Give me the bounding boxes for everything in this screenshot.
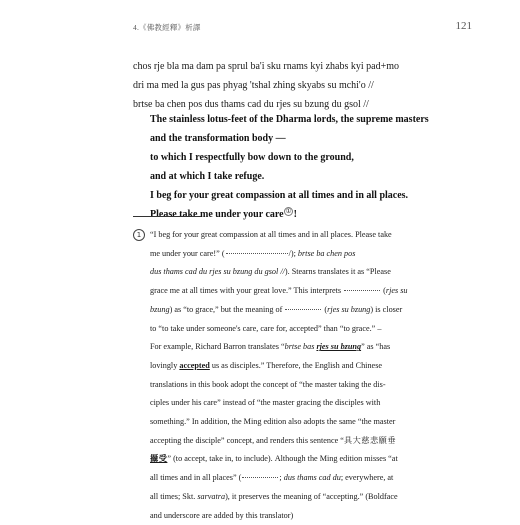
translation-text: Please take me under your care [150,209,284,220]
translation-line [150,205,480,224]
tibetan-transliteration [133,57,473,114]
footnote-line: to “to take under someone's care, care for, accepted” than “to grace.” – [150,323,382,333]
fn-text: ). Stearns translates it as “Please [284,267,391,277]
fn-italic: sarvatra [197,491,226,501]
translation-line: and the transformation body — [150,133,286,144]
footnote-line: and underscore are added by this translator) [150,510,294,520]
transliteration-line: chos rje bla ma dam pa sprul ba'i sku rnams kyi zhabs kyi pad+mo [133,61,399,72]
fn-emphasis: rjes su bzung [316,342,362,352]
fn-text: accepting the disciple” concept, and renders this sentence “ [150,435,344,445]
footnote-line [150,357,480,376]
footnote-line [150,282,480,301]
translation-line: and at which I take refuge. [150,171,265,182]
fn-text: /); [288,248,298,258]
transliteration-line: brtse ba chen pos dus thams cad du rjes su bzung du gsol // [133,99,369,110]
fn-italic: rjes su [385,286,408,296]
fn-chinese: 具大慈悲願垂 [343,435,397,445]
footnote-line: “I beg for your great compassion at all times and in all places. Please take [150,230,392,239]
fn-italic: bzung [150,304,170,314]
footnote-divider [133,216,201,217]
fn-text: ( [322,304,328,314]
transliteration-line: dri ma med la gus pas phyag 'tshal zhing skyabs su mchi'o // [133,80,374,91]
translation-line: I beg for your great compassion at all times and in all places. [150,190,409,201]
page-number: 121 [455,20,472,32]
fn-text: ) as “to grace,” but the meaning of [169,304,285,314]
footnote-line [150,469,480,488]
fn-text: ( [381,286,386,296]
running-header [133,20,472,36]
fn-italic: brtse bas [284,342,317,352]
footnote-line: translations in this book adopt the concept of “the master taking the dis- [150,379,386,389]
footnote-marker: 1 [133,229,145,241]
footnote-line [150,450,480,469]
english-translation [150,110,480,224]
fn-italic: brtse ba chen pos [297,248,356,258]
footnote-line [150,488,480,507]
tibetan-script-glyphs [285,306,321,310]
fn-text: ” as “has [361,342,391,352]
footnote-line [150,263,480,282]
fn-text: me under your care!” ( [150,248,225,258]
tibetan-script-glyphs [242,474,278,478]
fn-text: ), it preserves the meaning of “accepting.” (Boldface [225,491,398,501]
fn-italic: dus thams cad du [283,473,341,483]
footnote-line [150,338,480,357]
fn-text: lovingly [150,360,180,370]
fn-text: all times and in all places” ( [150,473,242,483]
fn-emphasis: accepted [179,360,210,370]
running-title: 4.《佛教經釋》析譯 [133,23,201,32]
fn-text: ; everywhere, at [340,473,394,483]
tibetan-script-glyphs [344,287,380,291]
footnote-line [150,245,480,264]
footnote-text [150,226,480,525]
tibetan-script-glyphs [226,250,288,254]
translation-line: to which I respectfully bow down to the ground, [150,152,354,163]
fn-text: all times; Skt. [150,491,198,501]
fn-text: us as disciples.” Therefore, the English and Chinese [209,360,383,370]
footnote-line: something.” In addition, the Ming edition also adopts the same “the master [150,417,396,427]
fn-text: For example, Richard Barron translates “ [150,342,285,352]
footnote-line: ciples under his care” instead of “the master gracing the disciples with [150,398,381,408]
fn-text: ; [279,473,284,483]
footnote-line [150,432,480,451]
footnote-reference[interactable]: ① [285,208,292,215]
footnote-line [150,301,480,320]
fn-text: ) is closer [370,304,403,314]
translation-line: The stainless lotus-feet of the Dharma lords, the supreme masters [150,114,429,125]
fn-chinese-emphasis: 攝受 [150,454,168,464]
fn-text: ” (to accept, take in, to include). Although the Ming edition misses “at [167,454,398,464]
translation-end: ! [293,209,297,220]
fn-italic: dus thams cad du rjes su bzung du gsol // [150,267,285,277]
fn-text: grace me at all times with your great love.” This interprets [150,286,344,296]
fn-italic: rjes su bzung [327,304,371,314]
